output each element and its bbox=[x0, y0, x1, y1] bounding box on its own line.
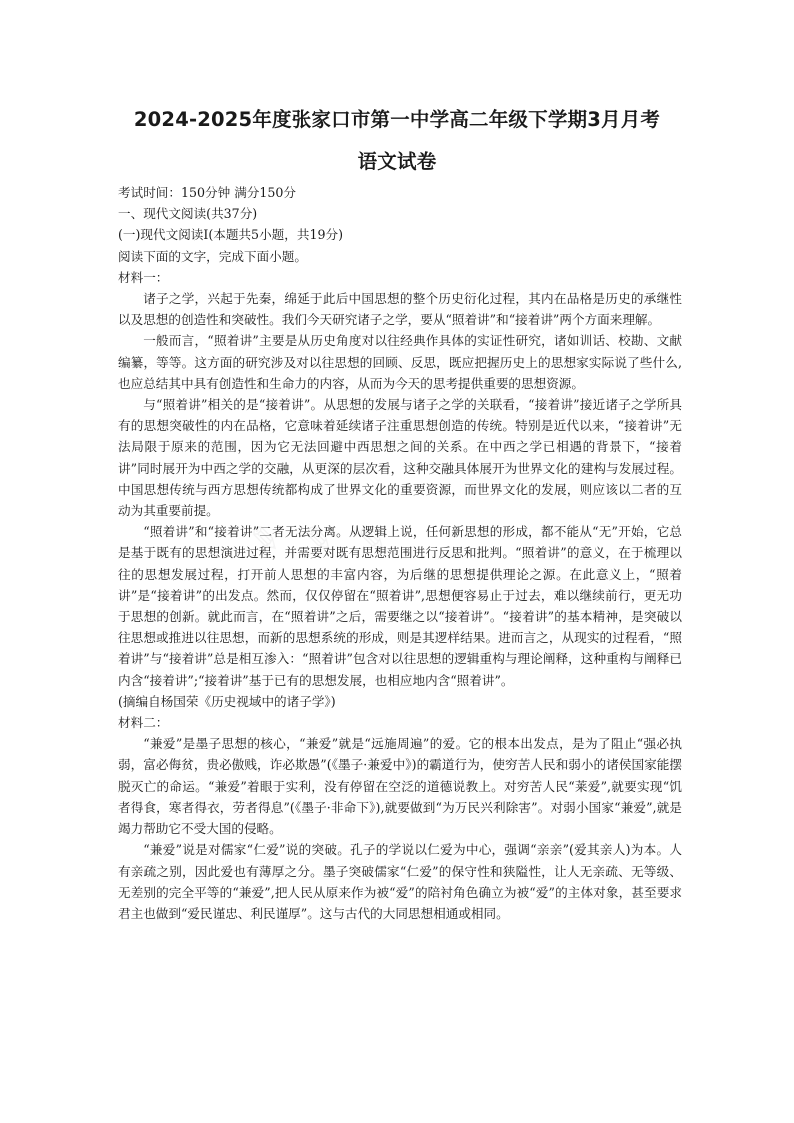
section-heading: 一、现代文阅读(共37分) bbox=[118, 206, 258, 222]
exam-time-score: 考试时间：150分钟 满分150分 bbox=[118, 185, 297, 200]
material-two-paragraph: “兼爱”是墨子思想的核心，“兼爱”就是“远施周遍”的爱。它的根本出发点，是为了阻止“强必执弱，富必侮贫，贵必傲贱，诈必欺愚”(《墨子·兼爱中》)的霸道行为，使穷苦人民和弱小的诸侯国家能摆脱灭亡的命运。“兼爱”着眼于实利，没有停留在空泛的道德说教上。对穷苦人民“莱爱”,就要实现“饥者得食，寒者得衣，劳者得息”(《墨子·非命下》),就要做到“为万民兴利除害”。对弱小国家“兼爱”,就是竭力帮助它不受大国的侵略。 bbox=[118, 736, 682, 837]
reading-instruction: 阅读下面的文字，完成下面小题。 bbox=[118, 248, 307, 264]
subsection-heading: (一)现代文阅读Ⅰ(本题共5小题，共19分) bbox=[118, 227, 343, 243]
exam-title: 2024-2025年度张家口市第一中学高二年级下学期3月月考 bbox=[133, 108, 661, 131]
material-one-paragraph: 诸子之学，兴起于先秦，绵延于此后中国思想的整个历史衍化过程，其内在品格是历史的承继性以及思想的创造性和突破性。我们今天研究诸子之学，要从“照着讲”和“接着讲”两个方面来理解。 bbox=[118, 291, 682, 328]
material-one-source: (摘编自杨国荣《历史视域中的诸子学》) bbox=[118, 693, 336, 709]
material-one-paragraph: 一般而言，“照着讲”主要是从历史角度对以往经典作具体的实证性研究，诸如训话、校勘、文献编纂，等等。这方面的研究涉及对以往思想的回顾、反思，既应把握历史上的思想家实际说了些什么,也应总结其中具有创造性和生命力的内容，从而为今天的思考提供重要的思想资源。 bbox=[118, 333, 682, 391]
material-one-paragraph: “照着讲”和“接着讲”二者无法分离。从逻辑上说，任何新思想的形成，都不能从“无”开始，它总是基于既有的思想演进过程，并需要对既有思想范围进行反思和批判。“照着讲”的意义，在于梳理以往的思想发展过程，打开前人思想的丰富内容，为后继的思想提供理论之源。在此意义上，“照着讲”是“接着讲”的出发点。然而，仅仅停留在“照着讲”,思想便容易止于过去，难以继续前行，更无功于思想的创新。就此而言，在“照着讲”之后，需要继之以“接着讲”。“接着讲”的基本精神，是突破以往思想或推进以往思想，而新的思想系统的形成，则是其逻样结果。进而言之，从现实的过程看，“照着讲”与“接着讲”总是相互渗入：“照着讲”包含对以往思想的逻辑重构与理论阐释，这种重构与阐释已内含“接着讲”;“接着讲”基于已有的思想发展，也相应地内含“照着讲”。 bbox=[118, 524, 682, 688]
material-one-label: 材料一： bbox=[118, 269, 169, 285]
material-two-paragraph: “兼爱”说是对儒家“仁爱”说的突破。孔子的学说以仁爱为中心，强调“亲亲”(爱其亲人)为本。人有亲疏之别，因此爱也有薄厚之分。墨子突破儒家“仁爱”的保守性和狭隘性，让人无亲疏、无等级、无差别的完全平等的“兼爱”,把人民从原来作为被“爱”的陪衬角色确立为被“爱”的主体对象，甚至要求君主也做到“爱民谨忠、利民谨厚”。这与古代的大同思想相通或相同。 bbox=[118, 842, 682, 921]
exam-body bbox=[118, 182, 682, 924]
material-one-paragraph: 与“照着讲”相关的是“接着讲”。从思想的发展与诸子之学的关联看，“接着讲”接近诸子之学所具有的思想突破性的内在品格，它意味着延续诸子注重思想创造的传统。特别是近代以来，“接着讲”无法局限于原来的范围，因为它无法回避中西思想之间的关系。在中西之学已相遇的背景下，“接着讲”同时展开为中西之学的交融，从更深的层次看，这种交融具体展开为世界文化的建构与发展过程。中国思想传统与西方思想传统都构成了世界文化的重要资源，而世界文化的发展，则应该以二者的互动为其重要前提。 bbox=[118, 397, 682, 519]
exam-subtitle: 语文试卷 bbox=[357, 150, 437, 173]
material-two-label: 材料二： bbox=[118, 715, 169, 731]
